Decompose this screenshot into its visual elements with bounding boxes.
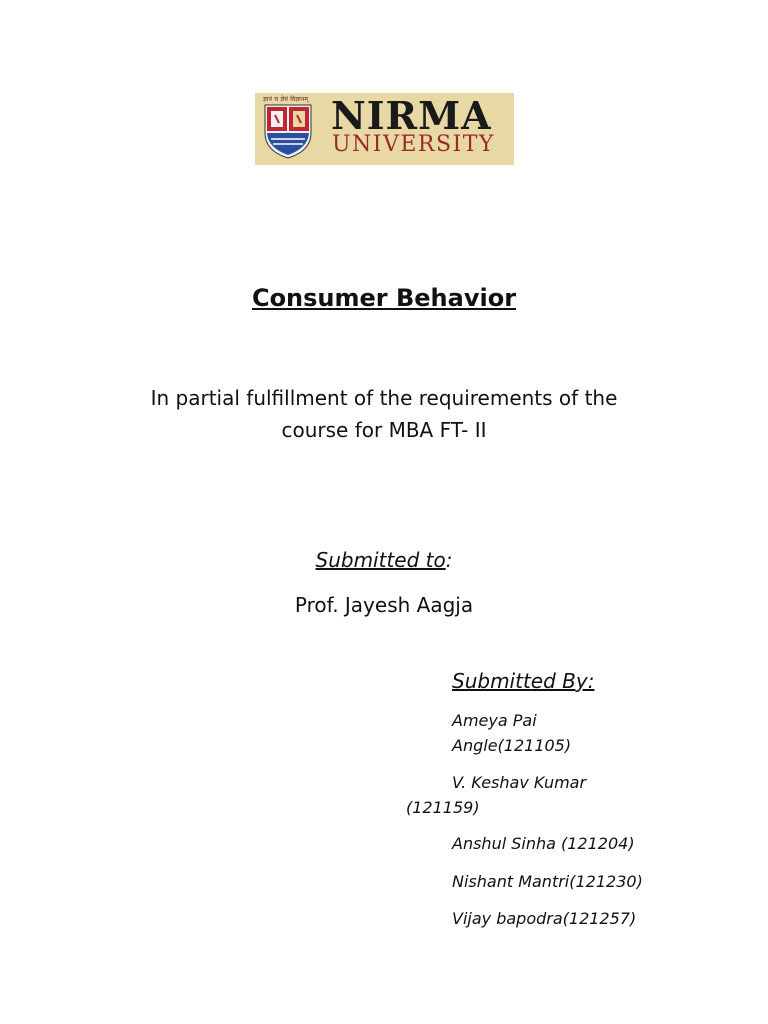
logo-subtitle: UNIVERSITY — [332, 132, 495, 157]
university-crest-icon — [261, 103, 315, 159]
member-5-line-1: Vijay bapodra(121257) — [452, 909, 637, 928]
document-subtitle — [100, 382, 668, 446]
logo-name: NIRMA — [331, 93, 492, 138]
submitted-by-heading: Submitted By: — [452, 669, 595, 693]
submitted-to-colon: : — [445, 548, 453, 572]
member-1-line-2: Angle(121105) — [452, 736, 572, 755]
member-2-line-2: (121159) — [406, 798, 480, 817]
professor-name: Prof. Jayesh Aagja — [294, 593, 474, 617]
subtitle-line-1: In partial fulfillment of the requirements of the — [150, 386, 618, 410]
member-1-line-1: Ameya Pai — [452, 711, 537, 730]
submitted-to-heading — [0, 546, 768, 574]
member-2-line-1: V. Keshav Kumar — [452, 773, 587, 792]
member-4 — [452, 869, 643, 894]
nirma-university-logo — [255, 93, 514, 165]
member-1 — [452, 708, 571, 758]
logo-motto: ज्ञानं च ज्ञेयं विज्ञानम् — [263, 96, 309, 103]
document-title: Consumer Behavior — [251, 284, 517, 312]
submitted-to-label: Submitted to — [315, 548, 446, 572]
member-2 — [406, 770, 586, 820]
member-3 — [452, 831, 635, 856]
member-5 — [452, 906, 636, 931]
member-3-line-1: Anshul Sinha (121204) — [452, 834, 635, 853]
subtitle-line-2: course for MBA FT- II — [281, 418, 487, 442]
member-4-line-1: Nishant Mantri(121230) — [452, 872, 643, 891]
